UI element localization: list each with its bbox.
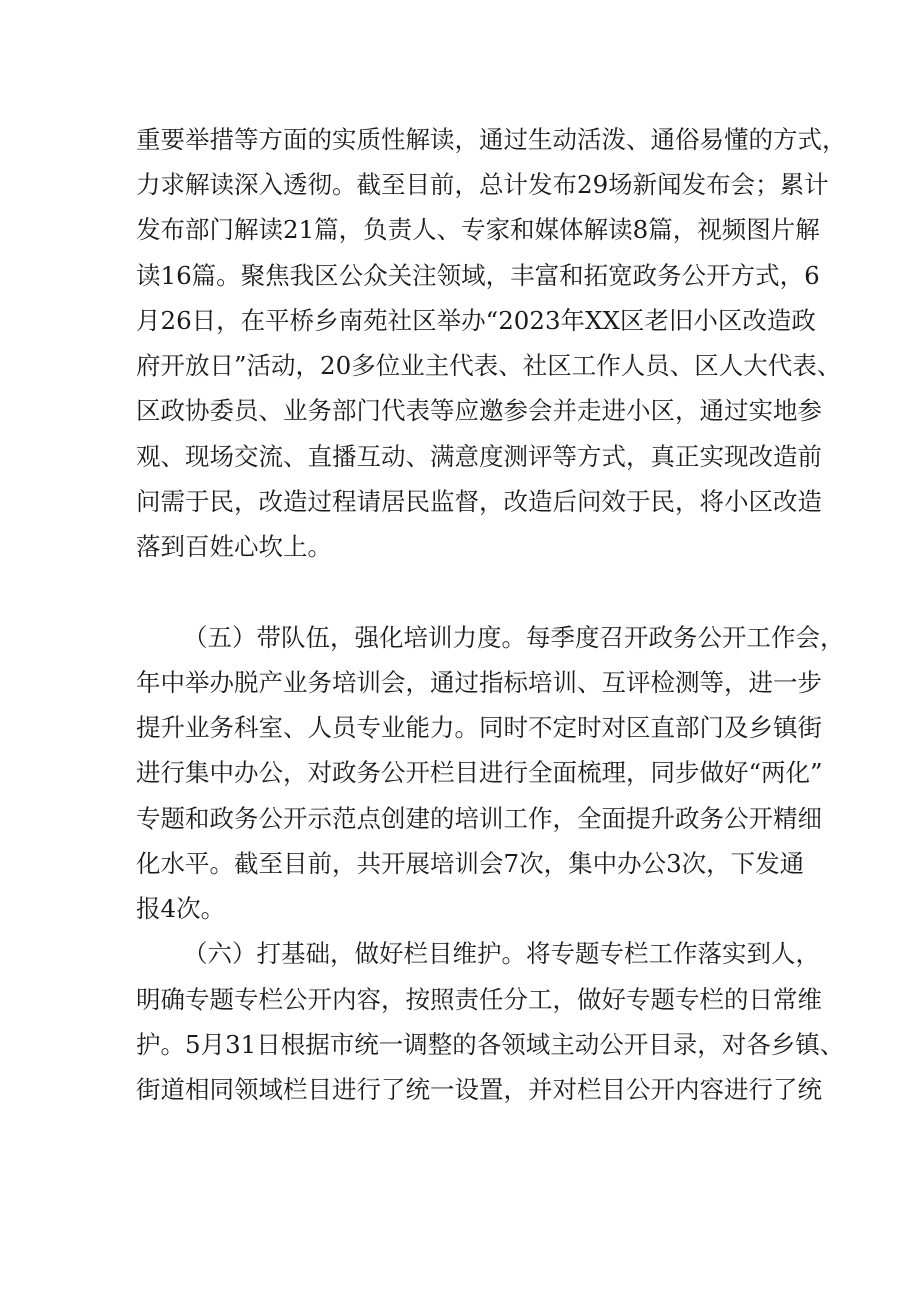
paragraph-3-line-3: 护。5月31日根据市统一调整的各领域主动公开目录，对各乡镇、 [136, 1030, 845, 1059]
paragraph-1-line-2: 力求解读深入透彻。截至目前，总计发布29场新闻发布会；累计 [136, 170, 829, 199]
paragraph-1-line-4: 读16篇。聚焦我区公众关注领域，丰富和拓宽政务公开方式，6 [136, 261, 820, 290]
paragraph-1-line-6: 府开放日”活动，20多位业主代表、社区工作人员、区人大代表、 [136, 351, 842, 380]
paragraph-1-line-8: 观、现场交流、直播互动、满意度测评等方式，真正实现改造前 [136, 442, 822, 471]
paragraph-2-line-6: 化水平。截至目前，共开展培训会7次，集中办公3次，下发通 [136, 849, 805, 878]
paragraph-1-line-7: 区政协委员、业务部门代表等应邀参会并走进小区，通过实地参 [136, 396, 822, 425]
paragraph-2-line-5: 专题和政务公开示范点创建的培训工作，全面提升政务公开精细 [136, 804, 822, 833]
paragraph-1-line-1: 重要举措等方面的实质性解读，通过生动活泼、通俗易懂的方式， [136, 125, 847, 154]
paragraph-3-line-1: （六）打基础，做好栏目维护。将专题专栏工作落实到人， [183, 939, 820, 968]
paragraph-2-line-3: 提升业务科室、人员专业能力。同时不定时对区直部门及乡镇街 [136, 713, 822, 742]
paragraph-1-line-3: 发布部门解读21篇，负责人、专家和媒体解读8篇，视频图片解 [136, 215, 820, 244]
paragraph-1-line-5: 月26日，在平桥乡南苑社区举办“2023年XX区老旧小区改造政 [136, 306, 816, 335]
paragraph-2-line-7: 报4次。 [136, 894, 226, 923]
paragraph-2-line-2: 年中举办脱产业务培训会，通过指标培训、互评检测等，进一步 [136, 668, 822, 697]
paragraph-2-line-4: 进行集中办公，对政务公开栏目进行全面梳理，同步做好“两化” [136, 758, 823, 787]
paragraph-1-line-10: 落到百姓心坎上。 [136, 532, 332, 561]
paragraph-3-line-4: 街道相同领域栏目进行了统一设置，并对栏目公开内容进行了统 [136, 1075, 822, 1104]
paragraph-1-line-9: 问需于民，改造过程请居民监督，改造后问效于民，将小区改造 [136, 487, 822, 516]
paragraph-3-line-2: 明确专题专栏公开内容，按照责任分工，做好专题专栏的日常维 [136, 985, 822, 1014]
paragraph-2-line-1: （五）带队伍，强化培训力度。每季度召开政务公开工作会， [183, 623, 845, 652]
